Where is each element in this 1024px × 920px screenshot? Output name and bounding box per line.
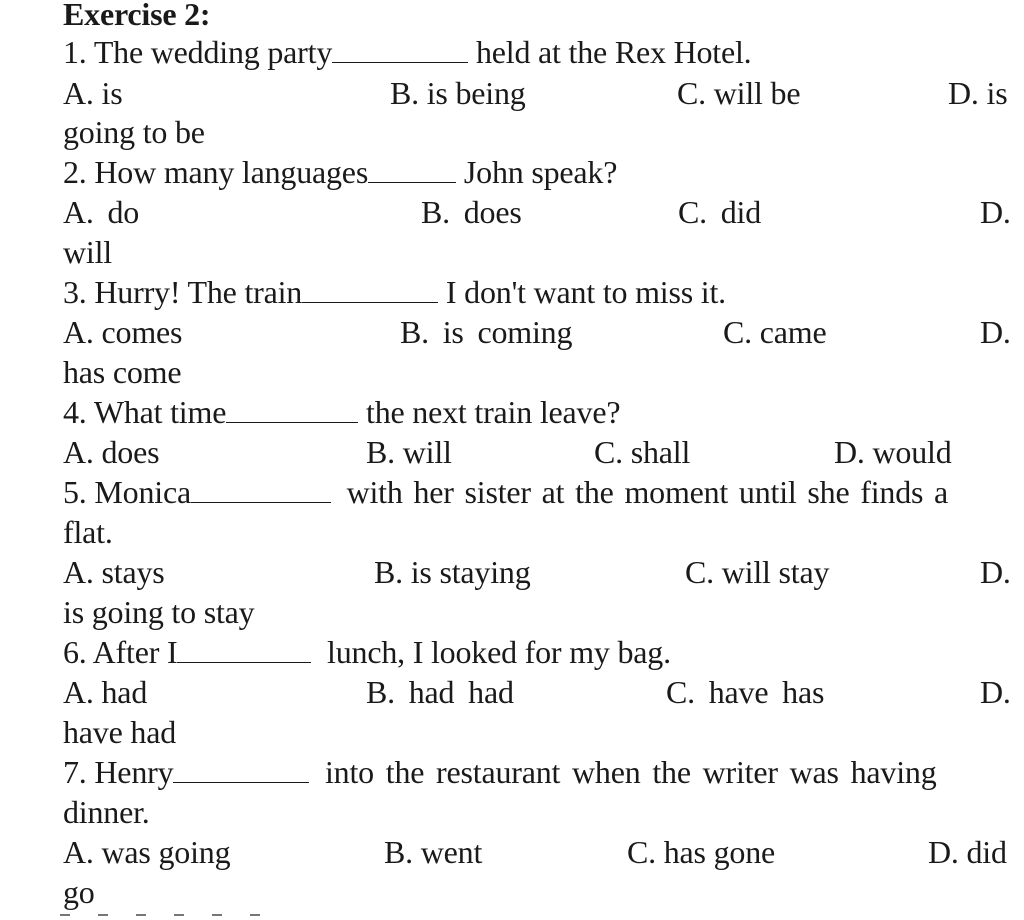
question-1-option-d: D. is <box>948 75 1008 111</box>
question-1-stem-start: 1. The wedding party <box>63 34 333 70</box>
question-3-option-b: B. is coming <box>400 314 573 350</box>
question-4-option-d: D. would <box>834 434 952 470</box>
question-4-option-a: A. does <box>63 434 160 470</box>
question-5-stem-continued: flat. <box>63 514 113 550</box>
question-3-stem-end: I don't want to miss it. <box>445 274 726 310</box>
question-6-stem-end: lunch, I looked for my bag. <box>327 634 671 670</box>
question-7-stem-start: 7. Henry <box>63 754 174 790</box>
question-2-option-d: D. <box>980 194 1011 230</box>
question-5-option-d: D. <box>980 554 1011 590</box>
question-3-option-d: D. <box>980 314 1011 350</box>
question-2-option-a: A. do <box>63 194 140 230</box>
question-7-option-c: C. has gone <box>627 834 776 870</box>
question-5-stem-start: 5. Monica <box>63 474 191 510</box>
question-3-option-a: A. comes <box>63 314 183 350</box>
question-6-option-c: C. have has <box>666 674 825 710</box>
question-1-stem-end: held at the Rex Hotel. <box>475 34 752 70</box>
question-5-option-a: A. stays <box>63 554 165 590</box>
question-2-option-b: B. does <box>421 194 522 230</box>
question-2-stem-start: 2. How many languages <box>63 154 369 190</box>
question-6-option-d: D. <box>980 674 1011 710</box>
question-3-option-d-continued: has come <box>63 354 182 390</box>
question-2-option-c: C. did <box>678 194 762 230</box>
question-6-stem <box>63 632 671 672</box>
question-1-blank <box>332 36 468 63</box>
question-7-option-d-continued: go <box>63 874 95 910</box>
question-2-stem <box>63 152 617 192</box>
question-3-stem-start: 3. Hurry! The train <box>63 274 303 310</box>
question-4-option-c: C. shall <box>594 434 691 470</box>
exercise-title: Exercise 2: <box>63 0 211 32</box>
question-2-option-d-continued: will <box>63 234 112 270</box>
question-5-blank <box>191 476 331 503</box>
question-5-stem-end: with her sister at the moment until she finds a <box>346 474 949 510</box>
question-2-blank <box>368 156 456 183</box>
question-2-stem-end: John speak? <box>463 154 618 190</box>
question-5-option-b: B. is staying <box>374 554 531 590</box>
question-4-blank <box>226 396 358 423</box>
question-5-option-c: C. will stay <box>685 554 830 590</box>
question-6-option-a: A. had <box>63 674 148 710</box>
question-1-option-b: B. is being <box>390 75 526 111</box>
question-7-option-a: A. was going <box>63 834 231 870</box>
question-1-option-a: A. is <box>63 75 123 111</box>
question-5-option-d-continued: is going to stay <box>63 594 255 630</box>
question-6-option-d-continued: have had <box>63 714 177 750</box>
question-3-blank <box>302 276 438 303</box>
question-7-blank <box>173 756 309 783</box>
question-1-option-c: C. will be <box>677 75 801 111</box>
question-7-stem <box>63 752 937 792</box>
question-1-stem <box>63 32 751 72</box>
question-4-stem-end: the next train leave? <box>366 394 621 430</box>
question-4-stem <box>63 392 620 432</box>
question-7-stem-end: into the restaurant when the writer was having <box>324 754 937 790</box>
question-1-option-d-continued: going to be <box>63 114 205 150</box>
question-4-option-b: B. will <box>366 434 452 470</box>
question-7-option-b: B. went <box>384 834 483 870</box>
question-7-option-d: D. did <box>928 834 1007 870</box>
question-7-stem-continued: dinner. <box>63 794 150 830</box>
question-4-stem-start: 4. What time <box>63 394 227 430</box>
question-3-option-c: C. came <box>723 314 827 350</box>
question-6-blank <box>177 636 311 663</box>
question-6-stem-start: 6. After I <box>63 634 178 670</box>
cropped-text-fragment <box>60 904 300 920</box>
question-6-option-b: B. had had <box>366 674 514 710</box>
question-5-stem <box>63 472 948 512</box>
question-3-stem <box>63 272 726 312</box>
